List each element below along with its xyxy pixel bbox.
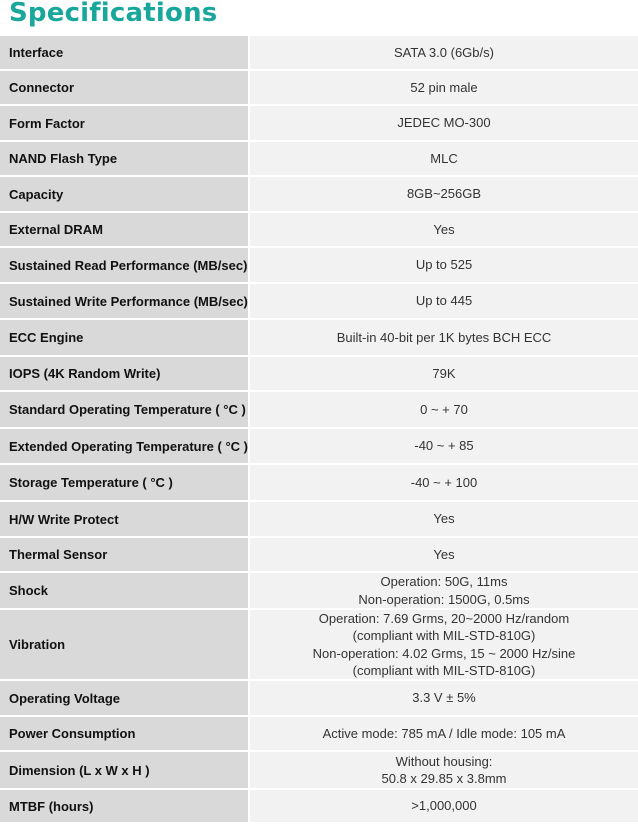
spec-value-line: Up to 445 — [415, 293, 473, 309]
spec-value-line: Built-in 40-bit per 1K bytes BCH ECC — [336, 329, 552, 345]
spec-row — [0, 284, 638, 320]
spec-label: Thermal Sensor — [0, 538, 250, 571]
spec-label: Operating Voltage — [0, 681, 250, 715]
spec-row — [0, 465, 638, 502]
page-title: Specifications — [9, 0, 218, 28]
spec-value — [250, 284, 638, 318]
spec-row — [0, 36, 638, 71]
spec-row — [0, 248, 638, 284]
spec-value — [250, 429, 638, 463]
spec-value — [250, 392, 638, 427]
spec-label: Connector — [0, 71, 250, 104]
spec-value-line: Without housing: — [395, 753, 493, 769]
spec-row — [0, 320, 638, 357]
spec-value-line: Yes — [433, 221, 455, 237]
spec-value-line: Operation: 7.69 Grms, 20~2000 Hz/random — [318, 610, 570, 626]
spec-row — [0, 790, 638, 824]
spec-row — [0, 429, 638, 465]
spec-value-line: Yes — [433, 546, 455, 562]
spec-value-line: Active mode: 785 mA / Idle mode: 105 mA — [322, 725, 566, 741]
spec-value-line: (compliant with MIL-STD-810G) — [352, 663, 536, 678]
specifications-table — [0, 34, 638, 824]
spec-row — [0, 177, 638, 213]
spec-value — [250, 357, 638, 390]
spec-row — [0, 573, 638, 610]
spec-value-line: (compliant with MIL-STD-810G) — [352, 628, 536, 643]
spec-row — [0, 752, 638, 790]
spec-value — [250, 502, 638, 536]
spec-value-line: SATA 3.0 (6Gb/s) — [394, 44, 494, 60]
spec-value — [250, 465, 638, 500]
spec-row — [0, 681, 638, 717]
spec-value — [250, 71, 638, 104]
spec-value-line: Operation: 50G, 11ms — [380, 574, 508, 589]
spec-value — [250, 681, 638, 715]
spec-value-line: 8GB~256GB — [406, 186, 482, 202]
spec-value — [250, 538, 638, 571]
spec-label: Dimension (L x W x H ) — [0, 752, 250, 788]
spec-value — [250, 248, 638, 282]
spec-value — [250, 320, 638, 355]
spec-row — [0, 610, 638, 681]
spec-label: ECC Engine — [0, 320, 250, 355]
spec-row — [0, 71, 638, 106]
spec-label: NAND Flash Type — [0, 142, 250, 175]
spec-label: Sustained Read Performance (MB/sec) — [0, 248, 250, 282]
spec-label: Interface — [0, 36, 250, 69]
spec-value-line: Up to 525 — [415, 257, 473, 273]
spec-value-line: Non-operation: 4.02 Grms, 15 ~ 2000 Hz/sine — [312, 645, 576, 661]
spec-value-line: -40 ~ + 100 — [410, 474, 478, 490]
spec-row — [0, 502, 638, 538]
spec-label: Storage Temperature ( °C ) — [0, 465, 250, 500]
spec-row — [0, 717, 638, 752]
spec-value-line: -40 ~ + 85 — [414, 438, 474, 454]
spec-row — [0, 538, 638, 573]
spec-value-line: 50.8 x 29.85 x 3.8mm — [381, 771, 507, 786]
spec-value — [250, 790, 638, 822]
spec-row — [0, 392, 638, 429]
spec-value-line: >1,000,000 — [411, 798, 477, 814]
spec-value-line: MLC — [430, 150, 458, 166]
spec-label: External DRAM — [0, 213, 250, 246]
spec-label: Power Consumption — [0, 717, 250, 750]
spec-row — [0, 142, 638, 177]
spec-row — [0, 213, 638, 248]
spec-label: IOPS (4K Random Write) — [0, 357, 250, 390]
spec-label: Form Factor — [0, 106, 250, 140]
spec-label: MTBF (hours) — [0, 790, 250, 822]
spec-value — [250, 213, 638, 246]
spec-label: Standard Operating Temperature ( °C ) — [0, 392, 250, 427]
spec-value — [250, 177, 638, 211]
spec-value — [250, 752, 638, 788]
spec-value — [250, 36, 638, 69]
spec-label: H/W Write Protect — [0, 502, 250, 536]
spec-value-line: Non-operation: 1500G, 0.5ms — [358, 591, 530, 607]
spec-label: Sustained Write Performance (MB/sec) — [0, 284, 250, 318]
spec-value — [250, 573, 638, 608]
spec-value — [250, 717, 638, 750]
spec-label: Vibration — [0, 610, 250, 679]
spec-row — [0, 106, 638, 142]
spec-value — [250, 142, 638, 175]
spec-value-line: Yes — [433, 511, 455, 527]
spec-value — [250, 610, 638, 679]
spec-value-line: 52 pin male — [410, 79, 478, 95]
spec-label: Extended Operating Temperature ( °C ) — [0, 429, 250, 463]
spec-value-line: 3.3 V ± 5% — [412, 690, 476, 706]
spec-value-line: 79K — [432, 365, 456, 381]
spec-value — [250, 106, 638, 140]
spec-value-line: JEDEC MO-300 — [397, 115, 491, 131]
spec-label: Capacity — [0, 177, 250, 211]
spec-value-line: 0 ~ + 70 — [420, 401, 468, 417]
spec-label: Shock — [0, 573, 250, 608]
spec-row — [0, 357, 638, 392]
